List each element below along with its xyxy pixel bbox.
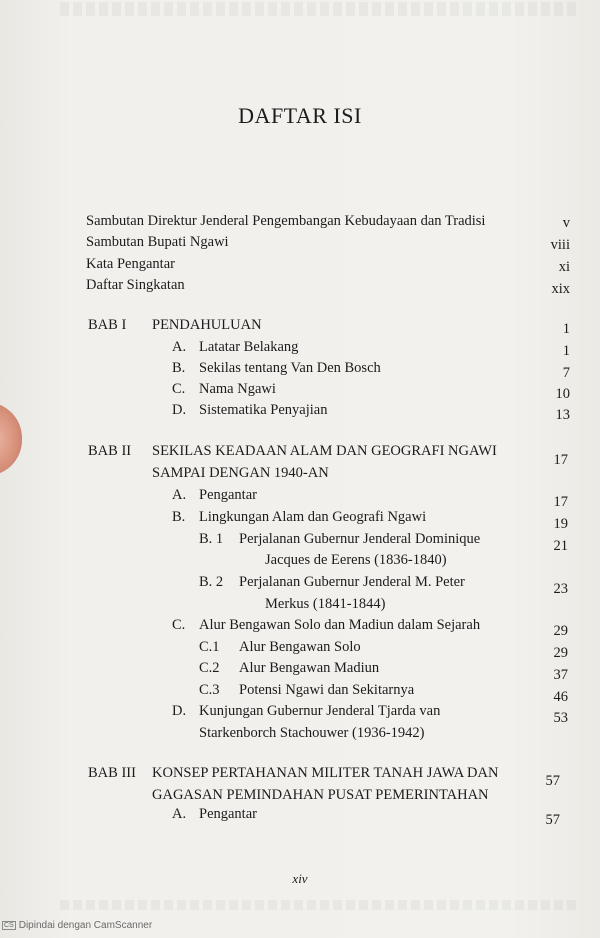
toc-entry-page: v [562,215,570,231]
section-label: Alur Bengawan Solo dan Madiun dalam Sejarah [199,617,481,633]
chapter-title-continued: SAMPAI DENGAN 1940-AN [152,465,329,481]
subsection-page: 29 [553,645,568,661]
subsection-marker: C.3 [199,682,220,698]
subsection-label-continued: Jacques de Eerens (1836-1840) [265,552,447,568]
section-marker: B. [172,509,186,525]
section-page: 10 [555,386,570,402]
toc-entry-label: Sambutan Bupati Ngawi [86,234,229,250]
section-label: Pengantar [199,487,257,503]
chapter-number: BAB II [88,443,132,459]
section-marker: A. [172,487,187,503]
subsection-marker: C.2 [199,660,220,676]
section-page: 17 [553,494,568,510]
section-label: Pengantar [199,806,257,822]
section-page: 7 [562,365,570,381]
section-label: Sistematika Penyajian [199,402,328,418]
subsection-page: 23 [553,581,568,597]
section-label: Lingkungan Alam dan Geografi Ngawi [199,509,427,525]
section-marker: A. [172,339,187,355]
toc-entry-page: xix [551,281,570,297]
section-marker: C. [172,381,186,397]
chapter-title-continued: GAGASAN PEMINDAHAN PUSAT PEMERINTAHAN [152,787,489,803]
toc-entry-label: Kata Pengantar [86,256,175,272]
section-marker: D. [172,402,187,418]
subsection-label-continued: Merkus (1841-1844) [265,596,386,612]
subsection-label: Perjalanan Gubernur Jenderal M. Peter [239,574,465,590]
camscanner-logo-icon: CS [4,922,14,929]
subsection-page: 46 [553,689,568,705]
bleed-through-text [60,2,580,16]
chapter-page: 1 [562,321,570,337]
chapter-title: PENDAHULUAN [152,317,262,333]
section-page: 53 [553,710,568,726]
toc-entry-label: Daftar Singkatan [86,277,185,293]
subsection-marker: B. 1 [199,531,224,547]
subsection-page: 37 [553,667,568,683]
section-page: 13 [555,407,570,423]
scanner-watermark-text: Dipindai dengan CamScanner [18,920,153,931]
chapter-page: 17 [553,452,568,468]
subsection-marker: C.1 [199,639,220,655]
thumb [0,402,22,476]
section-marker: D. [172,703,187,719]
subsection-label: Perjalanan Gubernur Jenderal Dominique [239,531,481,547]
section-label: Sekilas tentang Van Den Bosch [199,360,381,376]
section-label: Kunjungan Gubernur Jenderal Tjarda van [199,703,441,719]
section-marker: C. [172,617,186,633]
section-page: 19 [553,516,568,532]
subsection-marker: B. 2 [199,574,224,590]
subsection-label: Alur Bengawan Madiun [239,660,380,676]
section-page: 1 [562,343,570,359]
section-page: 57 [545,812,560,828]
toc-entry-page: viii [550,237,570,253]
toc-entry-label: Sambutan Direktur Jenderal Pengembangan Kebudayaan dan Tradisi [86,213,486,229]
section-label-continued: Starkenborch Stachouwer (1936-1942) [199,725,425,741]
section-marker: B. [172,360,186,376]
toc-entry-page: xi [558,259,570,275]
subsection-label: Alur Bengawan Solo [239,639,361,655]
chapter-number: BAB III [88,765,136,781]
chapter-title: SEKILAS KEADAAN ALAM DAN GEOGRAFI NGAWI [152,443,497,459]
scanner-watermark [2,920,152,931]
page-number: xiv [292,871,308,886]
subsection-page: 21 [553,538,568,554]
chapter-page: 57 [545,773,560,789]
subsection-label: Potensi Ngawi dan Sekitarnya [239,682,415,698]
chapter-title: KONSEP PERTAHANAN MILITER TANAH JAWA DAN [152,765,499,781]
section-page: 29 [553,623,568,639]
page-title: DAFTAR ISI [238,103,362,128]
chapter-number: BAB I [88,317,127,333]
bleed-through-text [60,900,580,910]
section-label: Nama Ngawi [199,381,276,397]
section-label: Latatar Belakang [199,339,299,355]
section-marker: A. [172,806,187,822]
